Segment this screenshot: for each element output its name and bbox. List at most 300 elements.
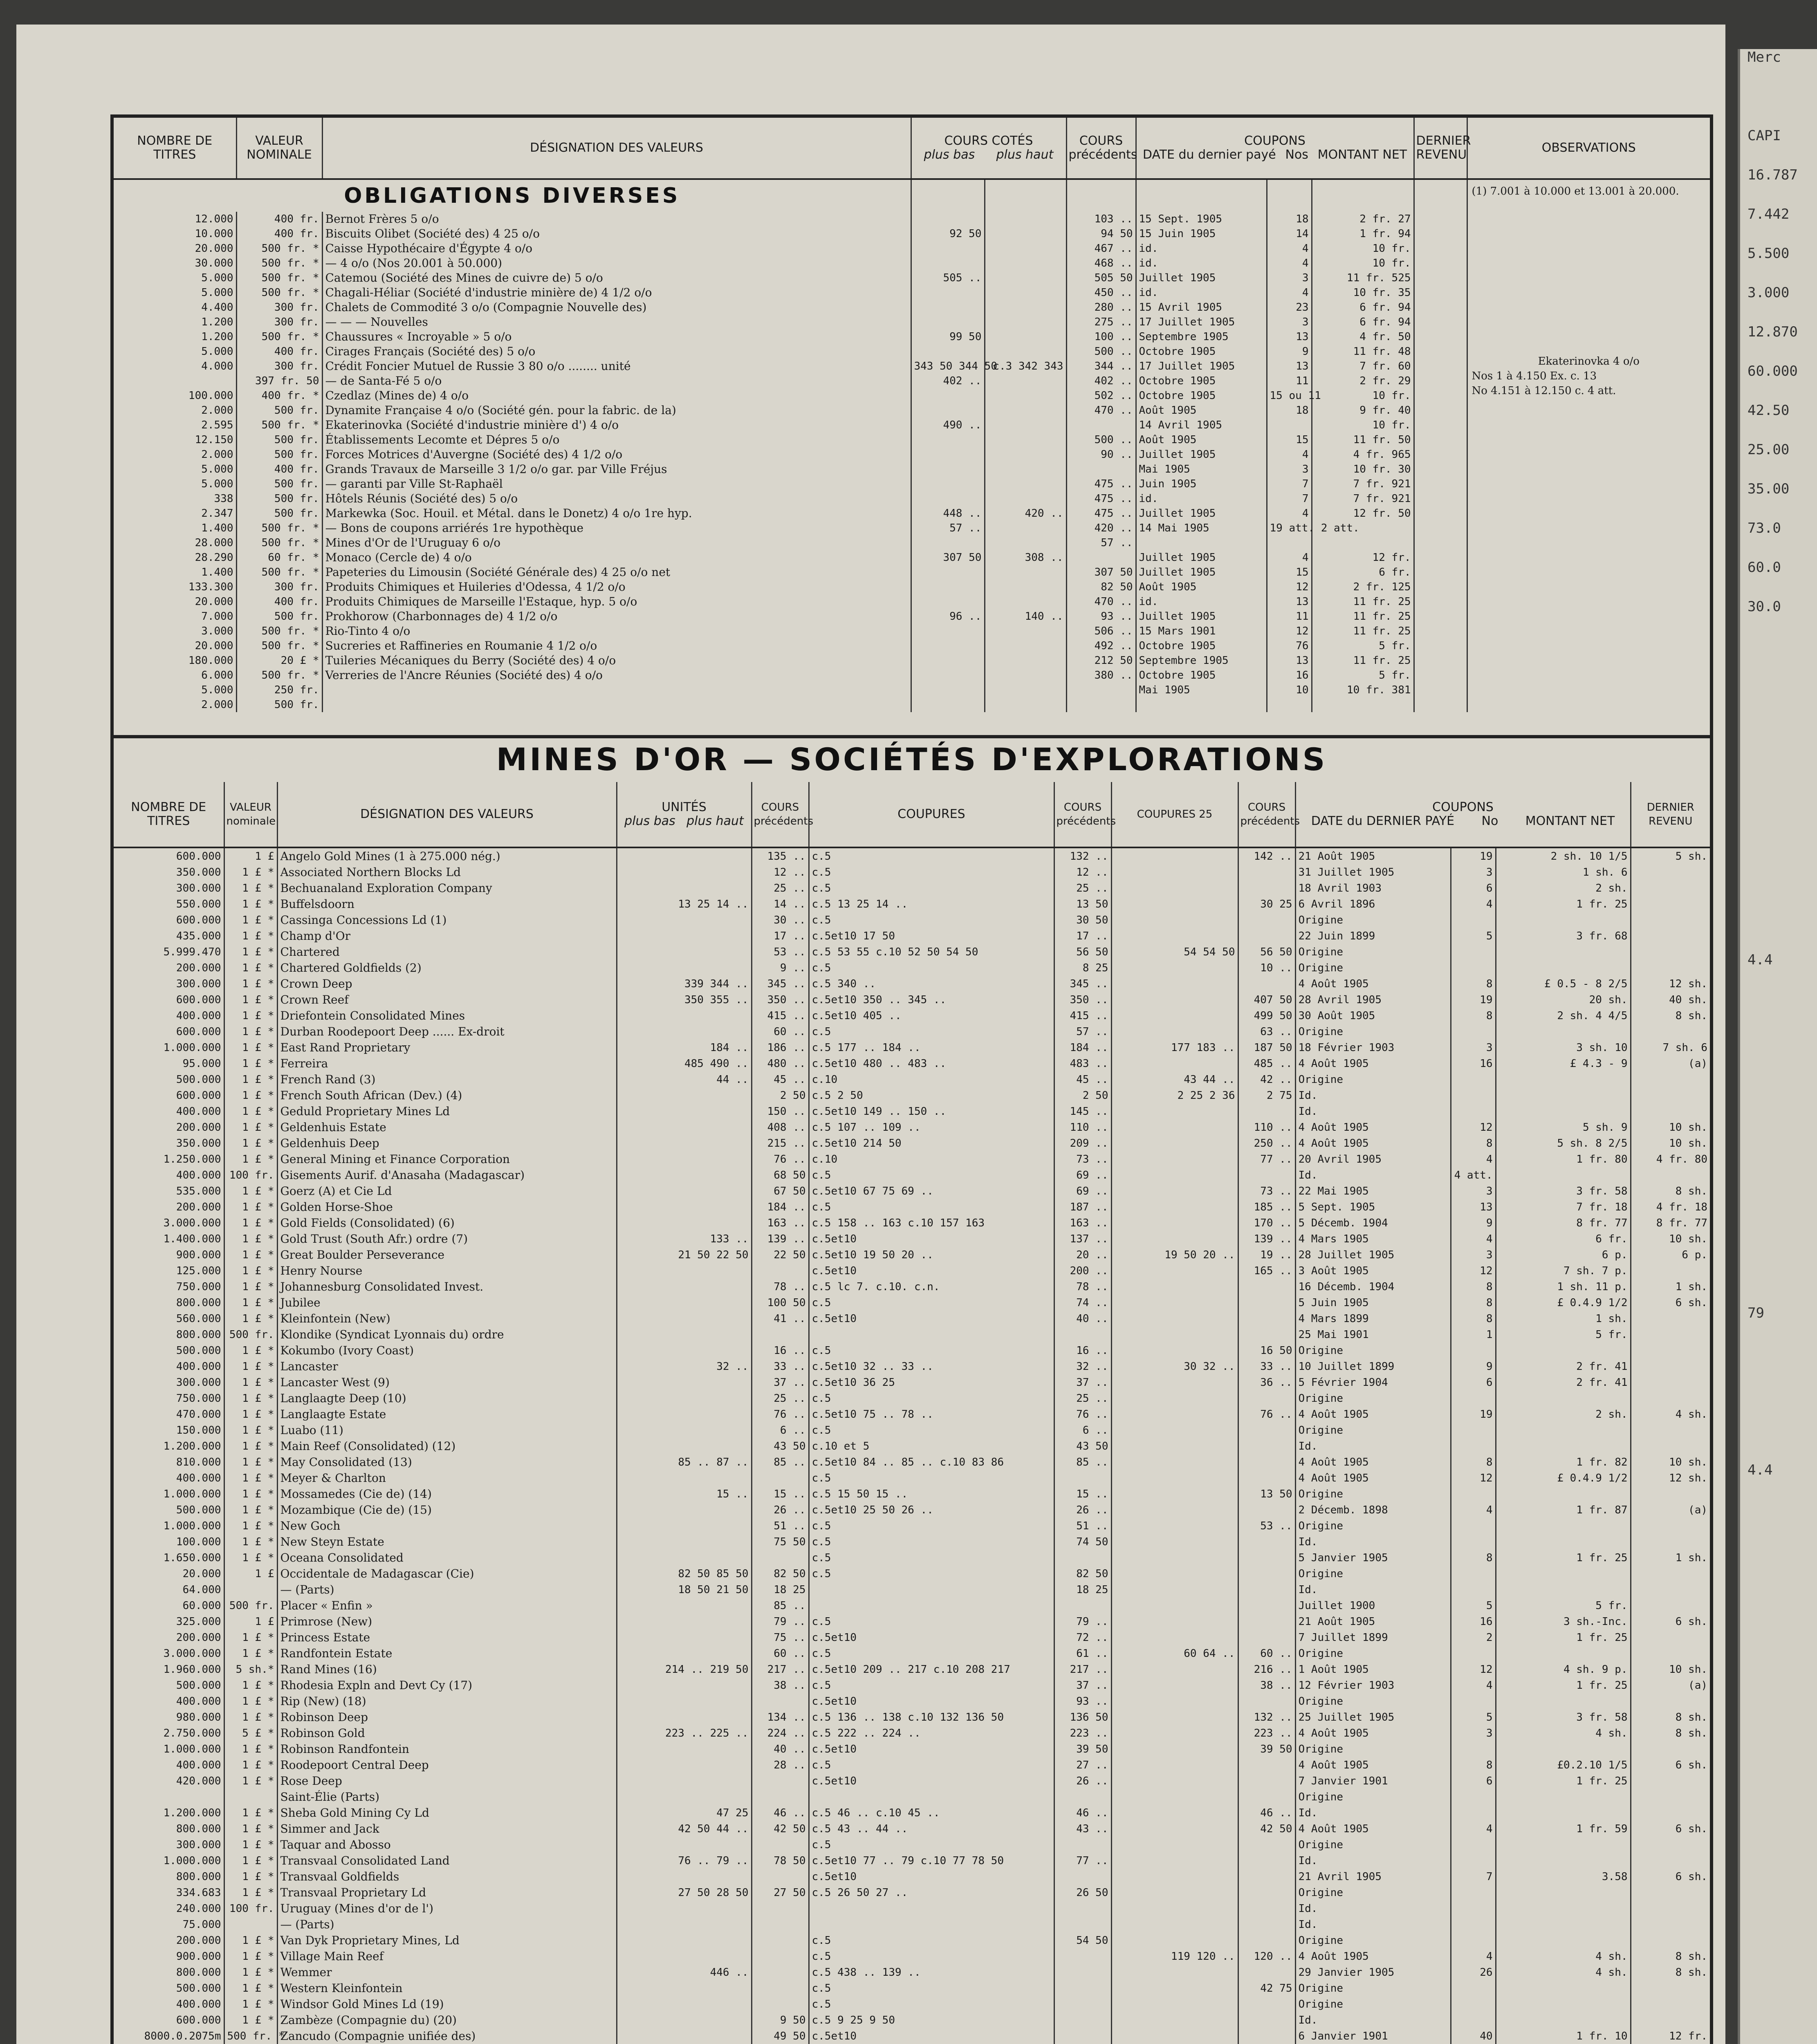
mine-n: 1.000.000 (163, 1854, 221, 1867)
mine-no: 19 (1451, 992, 1496, 1008)
mine-u (617, 1677, 751, 1693)
mine-no: 12 (1451, 1470, 1496, 1486)
mine-date: 22 Mai 1905 (1295, 1183, 1451, 1199)
mine-p2: 209 .. (1054, 1135, 1111, 1151)
edge-line: 3.000 (1747, 285, 1790, 301)
mine-p2 (1054, 1837, 1111, 1853)
mine-p2: 26 .. (1054, 1502, 1111, 1518)
mine-rev: 1 sh. (1631, 1279, 1710, 1295)
mine-u: 350 355 .. (617, 992, 751, 1008)
mine-no: 40 (1451, 2028, 1496, 2044)
obligation-haut (985, 285, 1066, 300)
mine-no (1451, 1645, 1496, 1661)
mine-p1: 350 .. (751, 992, 809, 1008)
mine-p1: 33 .. (751, 1358, 809, 1374)
obligation-v: 500 fr. * (236, 285, 322, 300)
mine-n: 1.200.000 (163, 1440, 221, 1452)
mine-rev (1631, 1311, 1710, 1327)
obligation-no: 19 att. 2 att. (1267, 521, 1312, 536)
mine-mt (1496, 1087, 1631, 1103)
mine-u (617, 928, 751, 944)
obligation-haut (985, 565, 1066, 580)
mine-row (114, 1550, 1710, 1566)
obligation-date: 17 Juillet 1905 (1136, 315, 1267, 329)
mine-row (114, 847, 1710, 864)
mine-d: Chartered Goldfields (2) (277, 960, 617, 976)
mine-n: 400.000 (176, 1759, 221, 1771)
mine-p1: 224 .. (751, 1725, 809, 1741)
mine-v (224, 1582, 277, 1598)
mine-rev (1631, 1103, 1710, 1119)
mine-n: 200.000 (176, 1121, 221, 1134)
obligation-date: Mai 1905 (1136, 683, 1267, 697)
mine-d: Uruguay (Mines d'or de l') (277, 1901, 617, 1916)
obligation-prec (1066, 683, 1136, 697)
obligation-no: 3 (1267, 315, 1312, 329)
mine-v: 1 £ * (224, 864, 277, 880)
obligation-date: id. (1136, 256, 1267, 271)
mine-p3 (1238, 1550, 1295, 1566)
mine-p1 (751, 1996, 809, 2012)
mine-no: 8 (1451, 1550, 1496, 1566)
mine-d: Henry Nourse (277, 1263, 617, 1279)
mine-rev (1631, 1438, 1710, 1454)
obligation-prec: 468 .. (1066, 256, 1136, 271)
edge-line: 25.00 (1747, 442, 1790, 458)
mine-date: 18 Février 1903 (1295, 1040, 1451, 1056)
mine-d: Rip (New) (18) (277, 1693, 617, 1709)
mine-no (1451, 1486, 1496, 1502)
mine-n: 60.000 (182, 1599, 221, 1612)
obligation-mt: 2 fr. 125 (1312, 580, 1414, 594)
obligation-no: 14 (1267, 226, 1312, 241)
mine-d: Golden Horse-Shoe (277, 1199, 617, 1215)
mine-d: Cassinga Concessions Ld (1) (277, 912, 617, 928)
mine-rev: 12 sh. (1631, 1470, 1710, 1486)
obligations-table (114, 118, 1710, 712)
mine-p3: 46 .. (1238, 1805, 1295, 1821)
mine-p1: 76 .. (751, 1151, 809, 1167)
mine-rev (1631, 1693, 1710, 1709)
obligation-bas: 57 .. (911, 521, 985, 536)
mine-rev (1631, 1582, 1710, 1598)
mine-p1: 30 .. (751, 912, 809, 928)
edge-line (1740, 716, 1817, 755)
mine-d: Mozambique (Cie de) (15) (277, 1502, 617, 1518)
mine-p3: 63 .. (1238, 1024, 1295, 1040)
mine-p3 (1238, 1693, 1295, 1709)
mine-mt (1496, 1980, 1631, 1996)
obligation-mt: 10 fr. (1312, 418, 1414, 433)
mine-v: 1 £ * (224, 1199, 277, 1215)
obligation-date: id. (1136, 491, 1267, 506)
mine-no (1451, 1024, 1496, 1040)
mine-d: Ferreira (277, 1056, 617, 1071)
col-observations: OBSERVATIONS (1467, 118, 1710, 179)
obligation-revenu (1414, 639, 1467, 653)
obligation-date (1136, 697, 1267, 712)
mine-date: Origine (1295, 1422, 1451, 1438)
mine-d: Wemmer (277, 1964, 617, 1980)
mine-p1: 186 .. (751, 1040, 809, 1056)
mine-p2: 74 .. (1054, 1295, 1111, 1311)
mine-p3: 36 .. (1238, 1374, 1295, 1390)
obligation-n: 20.000 (195, 640, 233, 652)
obligation-d: Biscuits Olibet (Société des) 4 25 o/o (322, 226, 911, 241)
obligation-prec: 57 .. (1066, 536, 1136, 550)
mines-title: MINES D'OR — SOCIÉTÉS D'EXPLORATIONS (496, 741, 1328, 778)
mine-c25 (1111, 2028, 1238, 2044)
mine-p1: 22 50 (751, 1247, 809, 1263)
mine-p1: 150 .. (751, 1103, 809, 1119)
coupons-label: COUPONS (1244, 134, 1306, 148)
obligation-date: Octobre 1905 (1136, 639, 1267, 653)
mine-c25 (1111, 1901, 1238, 1916)
mine-p2 (1054, 1327, 1111, 1342)
mine-u: 339 344 .. (617, 976, 751, 992)
mine-rev (1631, 960, 1710, 976)
mine-d: Durban Roodepoort Deep ...... Ex-droit (277, 1024, 617, 1040)
mine-d: Rose Deep (277, 1773, 617, 1789)
mine-p2: 163 .. (1054, 1215, 1111, 1231)
obligation-no: 15 (1267, 433, 1312, 447)
obligation-v: 500 fr. (236, 447, 322, 462)
mine-mt: 4 sh. (1496, 1725, 1631, 1741)
mine-p1 (751, 1916, 809, 1932)
mine-d: Driefontein Consolidated Mines (277, 1008, 617, 1024)
obligation-prec: 505 50 (1066, 271, 1136, 285)
mine-rev (1631, 1980, 1710, 1996)
mine-rev: 10 sh. (1631, 1119, 1710, 1135)
mine-rev (1631, 1071, 1710, 1087)
mine-row (114, 1295, 1710, 1311)
date-label: DATE du dernier payé (1142, 148, 1276, 162)
obligation-mt: 12 fr. 50 (1312, 506, 1414, 521)
mine-c25 (1111, 1869, 1238, 1885)
mine-date: 31 Juillet 1905 (1295, 864, 1451, 880)
obligation-date: Août 1905 (1136, 580, 1267, 594)
mine-p2 (1054, 1598, 1111, 1614)
mine-rev: (a) (1631, 1056, 1710, 1071)
mine-p1: 14 .. (751, 896, 809, 912)
mine-mt: 1 sh. 11 p. (1496, 1279, 1631, 1295)
mine-row (114, 1263, 1710, 1279)
mine-p2: 26 .. (1054, 1773, 1111, 1789)
mine-row (114, 880, 1710, 896)
mine-v: 1 £ * (224, 1996, 277, 2012)
mine-p1: 37 .. (751, 1374, 809, 1390)
mine-c25 (1111, 1024, 1238, 1040)
obligation-mt: 5 fr. (1312, 668, 1414, 683)
mine-v: 1 £ * (224, 1948, 277, 1964)
mine-rev (1631, 1629, 1710, 1645)
obligation-revenu (1414, 315, 1467, 329)
obligation-mt: 5 fr. (1312, 639, 1414, 653)
obligation-no: 4 (1267, 550, 1312, 565)
obligation-cell (322, 697, 911, 712)
mine-d: Crown Reef (277, 992, 617, 1008)
mine-date: Origine (1295, 1741, 1451, 1757)
mine-no: 12 (1451, 1661, 1496, 1677)
mine-c25: 177 183 .. (1111, 1040, 1238, 1056)
mine-n: 400.000 (176, 1009, 221, 1022)
mine-mt (1496, 1486, 1631, 1502)
obligation-bas (911, 653, 985, 668)
mine-date: 2 Décemb. 1898 (1295, 1502, 1451, 1518)
mine-c: c.5et10 209 .. 217 c.10 208 217 (809, 1661, 1054, 1677)
mine-n: 500.000 (176, 1982, 221, 1995)
mine-p3: 187 50 (1238, 1040, 1295, 1056)
obligation-v: 500 fr. (236, 433, 322, 447)
mine-row (114, 1614, 1710, 1629)
mine-u (617, 1263, 751, 1279)
mine-row (114, 1805, 1710, 1821)
mine-no: 6 (1451, 880, 1496, 896)
mine-row (114, 1422, 1710, 1438)
obligation-haut (985, 639, 1066, 653)
mine-rev (1631, 1901, 1710, 1916)
mine-p2: 15 .. (1054, 1486, 1111, 1502)
obligation-bas (911, 241, 985, 256)
obligation-date: Septembre 1905 (1136, 653, 1267, 668)
mine-date: 4 Août 1905 (1295, 1056, 1451, 1071)
mine-n: 200.000 (176, 1934, 221, 1947)
mine-mt: 20 sh. (1496, 992, 1631, 1008)
mine-no: 7 (1451, 1869, 1496, 1885)
mine-date: Id. (1295, 2012, 1451, 2028)
mine-mt (1496, 1582, 1631, 1598)
mine-v: 1 £ * (224, 1358, 277, 1374)
mine-v: 1 £ * (224, 1295, 277, 1311)
mine-mt: 1 sh. 6 (1496, 864, 1631, 880)
mine-p3 (1238, 1470, 1295, 1486)
obligation-d: — de Santa-Fé 5 o/o (322, 374, 911, 388)
mine-p3: 16 50 (1238, 1342, 1295, 1358)
obligation-bas (911, 344, 985, 359)
mine-p2: 6 .. (1054, 1422, 1111, 1438)
mine-n: 1.000.000 (163, 1743, 221, 1755)
edge-line: 30.0 (1747, 598, 1781, 615)
mine-n: 550.000 (176, 898, 221, 910)
edge-line: 79 (1747, 1305, 1764, 1321)
mine-c: c.5 136 .. 138 c.10 132 136 50 (809, 1709, 1054, 1725)
mine-row (114, 1183, 1710, 1199)
mine-mt: 1 fr. 25 (1496, 896, 1631, 912)
mine-c25 (1111, 1996, 1238, 2012)
obligation-n: 4.000 (201, 360, 233, 372)
mine-c: c.10 (809, 1151, 1054, 1167)
mine-no (1451, 1805, 1496, 1821)
mine-date: 28 Avril 1905 (1295, 992, 1451, 1008)
mine-mt: 4 sh. 9 p. (1496, 1661, 1631, 1677)
mine-d: New Steyn Estate (277, 1534, 617, 1550)
obligation-v: 500 fr. * (236, 639, 322, 653)
mine-d: Geldenhuis Estate (277, 1119, 617, 1135)
mine-p3 (1238, 1103, 1295, 1119)
mine-rev (1631, 896, 1710, 912)
mine-mt (1496, 1916, 1631, 1932)
obligation-mt: 2 fr. 29 (1312, 374, 1414, 388)
mine-date: Origine (1295, 1932, 1451, 1948)
mine-v: 1 £ * (224, 1279, 277, 1295)
mine-d: Zambèze (Compagnie du) (20) (277, 2012, 617, 2028)
mine-v: 1 £ * (224, 1231, 277, 1247)
mine-n: 750.000 (176, 1280, 221, 1293)
mine-c25 (1111, 1135, 1238, 1151)
mine-n (114, 1789, 224, 1805)
obligation-bas (911, 536, 985, 550)
mine-rev (1631, 1167, 1710, 1183)
obligation-no: 13 (1267, 359, 1312, 374)
mine-c25 (1111, 1422, 1238, 1438)
mine-p3 (1238, 1837, 1295, 1853)
obligation-mt: 9 fr. 40 (1312, 403, 1414, 418)
mine-c25 (1111, 1279, 1238, 1295)
mine-p2: 82 50 (1054, 1566, 1111, 1582)
mine-c: c.5 (809, 1167, 1054, 1183)
mine-c25 (1111, 1311, 1238, 1327)
mine-p3: 132 .. (1238, 1709, 1295, 1725)
mine-u (617, 1470, 751, 1486)
mine-no: 16 (1451, 1614, 1496, 1629)
obligation-prec: 420 .. (1066, 521, 1136, 536)
mine-no (1451, 2012, 1496, 2028)
mine-c: c.5 (809, 1342, 1054, 1358)
mine-p3 (1238, 1614, 1295, 1629)
mine-c: c.5et10 19 50 20 .. (809, 1247, 1054, 1263)
obligation-n: 1.400 (201, 566, 233, 578)
mine-no: 3 (1451, 1247, 1496, 1263)
mine-no: 8 (1451, 1311, 1496, 1327)
mine-row (114, 1629, 1710, 1645)
mine-d: Robinson Randfontein (277, 1741, 617, 1757)
obligation-prec: 475 .. (1066, 477, 1136, 491)
mine-p3: 485 .. (1238, 1056, 1295, 1071)
mine-date: Origine (1295, 1789, 1451, 1805)
mine-u (617, 912, 751, 928)
mine-u: 42 50 44 .. (617, 1821, 751, 1837)
mine-u: 446 .. (617, 1964, 751, 1980)
obligation-d: Markewka (Soc. Houil. et Métal. dans le Donetz) 4 o/o 1re hyp. (322, 506, 911, 521)
obligation-d: Papeteries du Limousin (Société Générale des) 4 25 o/o net (322, 565, 911, 580)
mine-u (617, 1614, 751, 1629)
mine-row (114, 1757, 1710, 1773)
mine-u: 32 .. (617, 1358, 751, 1374)
mine-mt: 2 fr. 41 (1496, 1358, 1631, 1374)
mine-p1: 26 .. (751, 1502, 809, 1518)
mine-p3 (1238, 912, 1295, 928)
mine-row (114, 2012, 1710, 2028)
mine-p3 (1238, 1629, 1295, 1645)
obligation-date: Juillet 1905 (1136, 506, 1267, 521)
obligation-v: 500 fr. (236, 403, 322, 418)
mine-p1: 17 .. (751, 928, 809, 944)
obligation-no (1267, 697, 1312, 712)
edge-line (1740, 795, 1817, 834)
mine-c: c.5et10 77 .. 79 c.10 77 78 50 (809, 1853, 1054, 1869)
mine-no: 4 (1451, 1948, 1496, 1964)
mine-row (114, 1103, 1710, 1119)
obligation-v: 500 fr. (236, 491, 322, 506)
mine-rev: 8 sh. (1631, 1183, 1710, 1199)
mine-d: Robinson Gold (277, 1725, 617, 1741)
obligation-prec: 94 50 (1066, 226, 1136, 241)
mine-no (1451, 944, 1496, 960)
col-designation: DÉSIGNATION DES VALEURS (322, 118, 911, 179)
mine-d: Langlaagte Deep (10) (277, 1390, 617, 1406)
mine-p2: 78 .. (1054, 1279, 1111, 1295)
mine-p3 (1238, 928, 1295, 944)
mine-no (1451, 1837, 1496, 1853)
mine-date: 21 Août 1905 (1295, 847, 1451, 864)
mine-date: Origine (1295, 1996, 1451, 2012)
mine-p2: 40 .. (1054, 1311, 1111, 1327)
obligation-haut: 308 .. (985, 550, 1066, 565)
obligation-v: 397 fr. 50 (236, 374, 322, 388)
mine-c: c.5 (809, 1295, 1054, 1311)
obligation-prec: 506 .. (1066, 624, 1136, 639)
mine-v: 1 £ * (224, 1056, 277, 1071)
mine-u (617, 1311, 751, 1327)
mine-d: Village Main Reef (277, 1948, 617, 1964)
mine-p3 (1238, 1853, 1295, 1869)
mine-date: 3 Août 1905 (1295, 1263, 1451, 1279)
mine-mt: £ 4.3 - 9 (1496, 1056, 1631, 1071)
mine-d: Gold Fields (Consolidated) (6) (277, 1215, 617, 1231)
mine-date: Id. (1295, 1087, 1451, 1103)
mine-n: 535.000 (176, 1185, 221, 1197)
mine-p3 (1238, 1869, 1295, 1885)
obligation-mt: 11 fr. 25 (1312, 594, 1414, 609)
mine-p2: 12 .. (1054, 864, 1111, 880)
montant-label: MONTANT NET (1317, 148, 1407, 162)
mine-p1: 85 .. (751, 1598, 809, 1614)
mine-v: 1 £ * (224, 1311, 277, 1327)
mine-n: 500.000 (176, 1679, 221, 1692)
mine-row (114, 992, 1710, 1008)
mine-p2: 37 .. (1054, 1374, 1111, 1390)
mine-u (617, 1183, 751, 1199)
mine-c25 (1111, 1980, 1238, 1996)
mine-c: c.5et10 75 .. 78 .. (809, 1406, 1054, 1422)
obligation-mt: 4 fr. 965 (1312, 447, 1414, 462)
mine-c25 (1111, 1757, 1238, 1773)
mine-c: c.5 (809, 1837, 1054, 1853)
mine-p1 (751, 1869, 809, 1885)
mine-u: 27 50 28 50 (617, 1885, 751, 1901)
obligation-n: 28.000 (195, 537, 233, 549)
mine-c: c.5 340 .. (809, 976, 1054, 992)
mine-c25 (1111, 1693, 1238, 1709)
mine-p3: 39 50 (1238, 1741, 1295, 1757)
mine-n: 400.000 (176, 1998, 221, 2010)
mine-c: c.5et10 (809, 1773, 1054, 1789)
mine-u (617, 1390, 751, 1406)
obligation-prec: 502 .. (1066, 388, 1136, 403)
obligation-no (1267, 418, 1312, 433)
obligation-n: 5.000 (201, 684, 233, 696)
mine-c25 (1111, 1614, 1238, 1629)
mine-u: 47 25 (617, 1805, 751, 1821)
obligation-d: Produits Chimiques de Marseille l'Estaque, hyp. 5 o/o (322, 594, 911, 609)
mine-rev (1631, 1566, 1710, 1582)
mine-n: 200.000 (176, 961, 221, 974)
mine-mt (1496, 1837, 1631, 1853)
obligation-mt: 10 fr. (1312, 241, 1414, 256)
mine-no (1451, 1916, 1496, 1932)
obligation-date: id. (1136, 241, 1267, 256)
mine-rev (1631, 880, 1710, 896)
